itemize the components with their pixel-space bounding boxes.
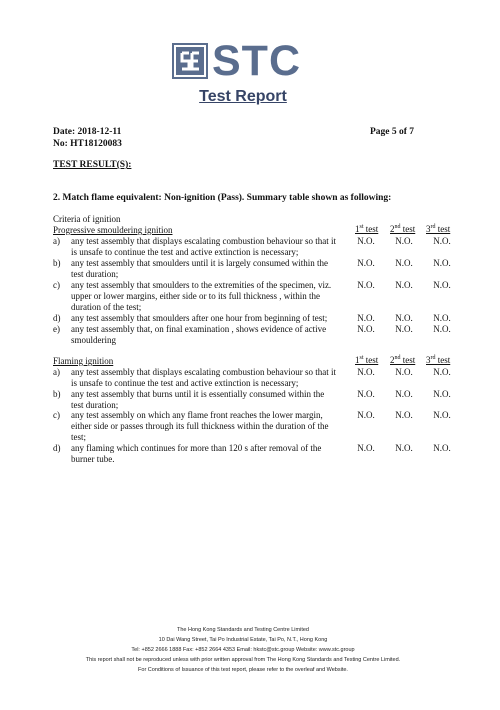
col-header-test-2: 2nd test — [390, 224, 416, 234]
stc-logo — [172, 37, 318, 85]
footer-copyright: This report shall not be reproduced unless with prior written approval from The Hong Kong Standards and Testing Centre Limited. — [85, 657, 401, 663]
logo-wordmark: STC — [212, 37, 301, 85]
page-number: Page 5 of 7 — [370, 127, 415, 137]
footer — [0, 625, 486, 675]
col-header-test-1: 1st test — [355, 224, 379, 234]
footer-conditions: For Conditions of Issuance of this test report, please refer to the overleaf and Website. — [138, 667, 348, 673]
report-date: Date: 2018-12-11 — [53, 127, 122, 137]
flaming-heading: Flaming ignition — [53, 356, 114, 366]
smouldering-heading: Progressive smouldering ignition — [53, 225, 173, 235]
report-number: No: HT18120083 — [53, 139, 122, 149]
stc-logo-mark — [172, 43, 208, 79]
col-header-test-1-flaming: 1st test — [355, 355, 379, 365]
col-header-test-3: 3rd test — [426, 224, 451, 234]
report-title — [0, 88, 486, 106]
section-title: 2. Match flame equivalent: Non-ignition (Pass). Summary table shown as following: — [53, 193, 392, 203]
col-header-test-3-flaming: 3rd test — [426, 355, 451, 365]
results-heading: TEST RESULT(S): — [53, 160, 132, 170]
footer-address: 10 Dai Wang Street, Tai Po Industrial Estate, Tai Po, N.T., Hong Kong — [158, 637, 328, 643]
footer-company: The Hong Kong Standards and Testing Centre Limited — [177, 627, 309, 633]
footer-contact: Tel: +852 2666 1888 Fax: +852 2664 4353 Email: hkstc@stc.group Website: www.stc.group — [131, 647, 355, 653]
report-title-text: Test Report — [199, 88, 287, 105]
col-header-test-2-flaming: 2nd test — [390, 355, 416, 365]
criteria-heading: Criteria of ignition — [53, 214, 121, 224]
